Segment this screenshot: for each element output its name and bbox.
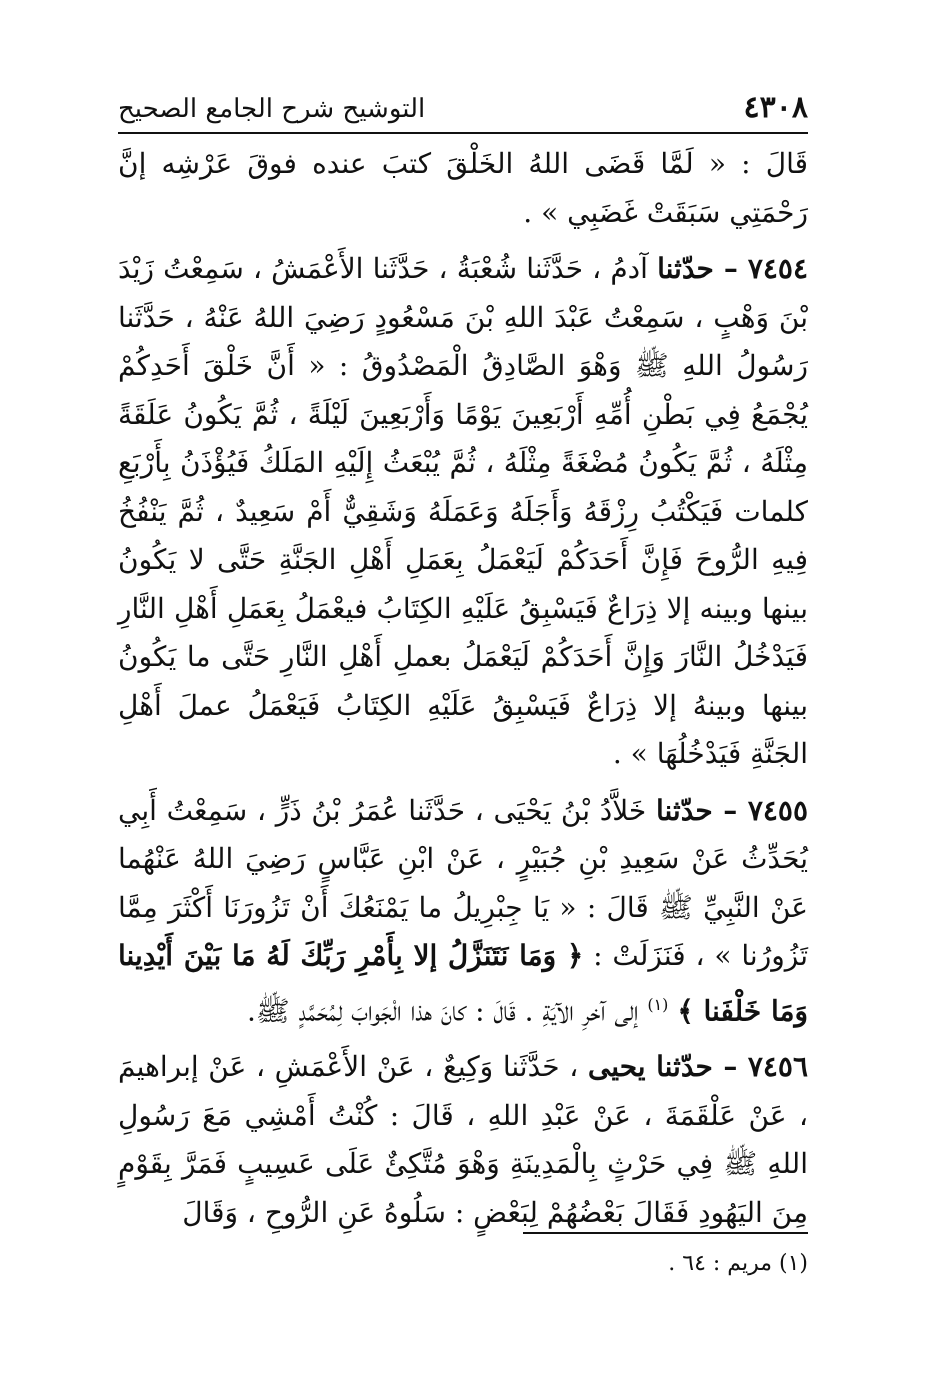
hadith-number: ٧٤٥٥ xyxy=(747,793,808,827)
hadith-7456 xyxy=(118,1043,808,1237)
footnote xyxy=(470,1246,808,1282)
hadith-text: ، حَدَّثَنا وَكِيعٌ ، عَنْ الأَعْمَشِ ، عَنْ إبراهيمَ ، عَنْ عَلْقَمَةَ ، عَنْ عَبْدِ اللهِ ، قَالَ : كُنْتُ أَمْشِي مَعَ رَسُولِ اللهِ ﷺ فِي حَرْثٍ بِالْمَدِينَةِ وَهْوَ مُتَّكِئٌ عَلَى عَسِيبٍ فَمَرَّ بِقَوْمٍ مِنَ اليَهُودِ فَقَالَ بَعْضُهُمْ لِبَعْضٍ : سَلُوهُ عَنِ الرُّوحِ ، وَقَالَ xyxy=(118,1050,808,1229)
hadith-7454 xyxy=(118,245,808,779)
narration-opening: حدّثنا xyxy=(655,793,713,827)
footnote-text: (١) مريم : ٦٤ . xyxy=(668,1251,808,1276)
main-text xyxy=(118,140,808,1245)
narration-opening: حدّثنا xyxy=(657,252,714,285)
quran-verse: ﴿ وَمَا نَتَنَزَّلُ إلا بِأَمْرِ رَبِّكَ لَهُ مَا بَيْنَ أَيْدِينا وَمَا خَلْفَنا ﴾ xyxy=(118,939,808,1027)
page-header xyxy=(118,88,808,134)
hadith-text: خَلاَّدُ بْنُ يَحْيَى ، حَدَّثَنا عُمَرُ بْنُ ذَرٍّ ، سَمِعْتُ أَبِي يُحَدِّثُ عَنْ سَعِيدِ بْنِ جُبَيْرٍ ، عَنْ ابْنِ عَبَّاسٍ رَضِيَ اللهُ عَنْهُما عَنْ النَّبِيِّ ﷺ قَالَ : « يَا جِبْرِيلُ ما يَمْنَعُكَ أَنْ تَزُورَنَا أَكْثَرَ مِمَّا تَزُورُنا » ، فَنَزَلَتْ : xyxy=(118,793,808,972)
hadith-number: ٧٤٥٦ xyxy=(747,1050,808,1084)
running-title: التوشيح شرح الجامع الصحيح xyxy=(118,94,426,124)
hadith-separator: – xyxy=(713,252,748,285)
narration-opening: حدّثنا يحيى xyxy=(587,1050,713,1084)
hadith-separator: – xyxy=(712,1050,748,1084)
hadith-7455 xyxy=(118,787,808,1036)
hadith-text: آدمُ ، حَدَّثَنا شُعْبَةُ ، حَدَّثَنا الأَعْمَشُ ، سَمِعْتُ زَيْدَ بْنَ وَهْبٍ ، سَمِعْتُ عَبْدَ اللهِ بْنَ مَسْعُودٍ رَضِيَ اللهُ عَنْهُ ، حَدَّثَنا رَسُولُ اللهِ ﷺ وَهْوَ الصَّادِقُ الْمَصْدُوقُ : « أَنَّ خَلْقَ أَحَدِكُمْ يُجْمَعُ فِي بَطْنِ أُمِّهِ أَرْبَعِينَ يَوْمًا وَأَرْبَعِينَ لَيْلَةً ، ثُمَّ يَكُونُ عَلَقَةً مِثْلَهُ ، ثُمَّ يَكُونُ مُضْغَةً مِثْلَهُ ، ثُمَّ يُبْعَثُ إِلَيْهِ المَلَكُ فَيُؤْذَنُ بِأَرْبَعِ كلمات فَيَكْتُبُ رِزْقَهُ وَأَجَلَهُ وَعَمَلَهُ وَشَقِيٌّ أَمْ سَعِيدٌ ، ثُمَّ يَنْفُخُ فِيهِ الرُّوحَ فَإِنَّ أَحَدَكُمْ لَيَعْمَلُ بِعَمَلِ أَهْلِ الجَنَّةِ حَتَّى لا يَكُونُ بينها وبينه إلا ذِرَاعٌ فَيَسْبِقُ عَلَيْهِ الكِتَابُ فيعْمَلُ بِعَمَلِ أَهْلِ النَّارِ فَيَدْخُلُ النَّارَ وَإِنَّ أَحَدَكُمْ لَيَعْمَلُ بعملِ أَهْلِ النَّارِ حَتَّى ما يَكُونُ بينها وبينهُ إلا ذِرَاعٌ فَيَسْبِقُ عَلَيْهِ الكِتَابُ فَيَعْمَلُ عملَ أَهْلِ الجَنَّةِ فَيَدْخُلُهَا » . xyxy=(118,252,808,770)
paragraph-text: قَالَ : « لَمَّا قَضَى اللهُ الخَلْقَ كتبَ عنده فوقَ عَرْشِه إنَّ رَحْمَتِي سَبَقَتْ غَضَبِي » . xyxy=(118,147,808,229)
hadith-separator: – xyxy=(712,793,748,827)
hadith-text-continued: إلى آخرِ الآيَةِ . قَالَ : كانَ هذا الْجَوابَ لِمُحَمَّدٍ ﷺ. xyxy=(247,993,648,1027)
paragraph-continuation xyxy=(118,140,808,237)
footnote-reference[interactable]: (١) xyxy=(647,994,669,1014)
hadith-number: ٧٤٥٤ xyxy=(747,252,808,285)
footnote-divider xyxy=(523,1232,808,1234)
page-number: ٤٣٠٨ xyxy=(743,90,808,125)
